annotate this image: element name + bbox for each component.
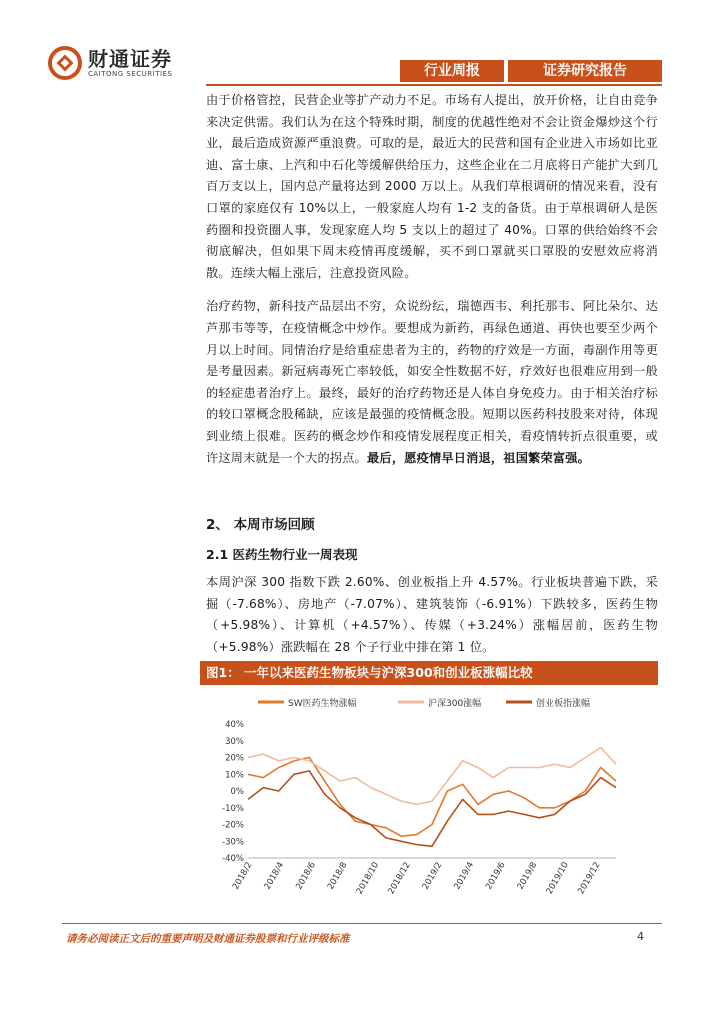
x-tick-label: 2019/12 bbox=[576, 860, 603, 897]
body-content bbox=[206, 90, 658, 469]
coin-logo-icon bbox=[48, 46, 82, 80]
x-tick-label: 2019/8 bbox=[515, 860, 540, 892]
header-divider bbox=[206, 84, 662, 86]
y-tick-label: -40% bbox=[222, 854, 244, 864]
x-tick-label: 2019/10 bbox=[544, 860, 571, 897]
y-tick-label: -10% bbox=[222, 803, 244, 814]
y-tick-label: 20% bbox=[225, 753, 244, 764]
chart-svg bbox=[206, 688, 658, 903]
legend-label: SW医药生物涨幅 bbox=[288, 699, 357, 709]
x-tick-label: 2019/4 bbox=[452, 860, 477, 892]
page-number: 4 bbox=[637, 930, 644, 943]
company-name-cn: 财通证券 bbox=[88, 47, 172, 71]
x-tick-label: 2018/10 bbox=[354, 860, 382, 897]
series-line bbox=[248, 748, 616, 805]
x-tick-label: 2018/6 bbox=[294, 860, 318, 892]
market-review-text bbox=[206, 572, 658, 658]
line-chart bbox=[206, 688, 658, 903]
legend-label: 沪深300涨幅 bbox=[428, 699, 482, 709]
paragraph-treatment-drugs bbox=[206, 296, 658, 469]
subsection-title: 2.1 医药生物行业一周表现 bbox=[206, 547, 358, 562]
company-logo bbox=[48, 46, 172, 80]
series-line bbox=[248, 758, 616, 837]
section-title: 2、 本周市场回顾 bbox=[206, 517, 315, 533]
x-tick-label: 2018/12 bbox=[386, 860, 413, 897]
paragraph-closing-wish: 最后，愿疫情早日消退，祖国繁荣富强。 bbox=[367, 450, 591, 465]
x-tick-label: 2018/2 bbox=[230, 860, 255, 892]
y-tick-label: -30% bbox=[222, 837, 244, 848]
y-tick-label: 10% bbox=[225, 770, 244, 781]
footer-divider bbox=[62, 923, 662, 924]
figure-caption: 图1： 一年以来医药生物板块与沪深300和创业板涨幅比较 bbox=[200, 661, 658, 685]
company-name-en: CAITONG SECURITIES bbox=[88, 70, 173, 78]
y-tick-label: 0% bbox=[230, 787, 244, 797]
y-tick-label: 40% bbox=[225, 720, 244, 730]
header-tags bbox=[400, 60, 662, 82]
tag-securities-research: 证券研究报告 bbox=[508, 60, 662, 82]
x-tick-label: 2018/4 bbox=[262, 860, 287, 892]
footer-disclaimer: 请务必阅读正文后的重要声明及财通证券股票和行业评级标准 bbox=[66, 933, 350, 945]
y-tick-label: 30% bbox=[225, 736, 244, 747]
paragraph-mask-supply: 由于价格管控，民营企业等扩产动力不足。市场有人提出，放开价格，让自由竞争来决定供需。我们认为在这个特殊时期，制度的优越性绝对不会让资金爆炒这个行业，最后造成资源严重浪费。可取的是，最近大的民营和国有企业进入市场如比亚迪、富士康、上汽和中石化等缓解供给压力，这些企业在二月底将日产能扩大到几百万支以上，国内总产量将达到 2000 万以上。从我们草根调研的情况来看，没有口罩的家庭仅有 10%以上，一般家庭人均有 1-2 支的备货。由于草根调研人是医药圈和投资圈人事，发现家庭人均 5 支以上的超过了 40%。口罩的供给始终不会彻底解决，但如果下周末疫情再度缓解，买不到口罩就买口罩股的安慰效应将消散。连续大幅上涨后，注意投资风险。 bbox=[206, 93, 658, 280]
tag-weekly-report: 行业周报 bbox=[400, 60, 504, 82]
paragraph-treatment-text: 治疗药物，新科技产品层出不穷，众说纷纭，瑞德西韦、利托那韦、阿比朵尔、达芦那韦等等，在疫情概念中炒作。要想成为新药，再绿色通道、再快也要至少两个月以上时间。同情治疗是给重症患者为主的，药物的疗效是一方面，毒副作用等更是考量因素。新冠病毒死亡率较低，如安全性数据不好，疗效好也很难应用到一般的轻症患者治疗上。最终，最好的治疗药物还是人体自身免疫力。由于相关治疗标的较口罩概念股稀缺，应该是最强的疫情概念股。短期以医药科技股来对待，体现到业绩上很难。医药的概念炒作和疫情发展程度正相关，看疫情转折点很重要，或许这周末就是一个大的拐点。 bbox=[206, 299, 658, 465]
x-tick-label: 2019/2 bbox=[420, 860, 445, 892]
x-tick-label: 2019/6 bbox=[484, 860, 508, 892]
market-review-paragraph: 本周沪深 300 指数下跌 2.60%、创业板指上升 4.57%。行业板块普遍下跌，采掘（-7.68%）、房地产（-7.07%）、建筑装饰（-6.91%）下跌较多，医药生物（+5.98%）、计算机（+4.57%）、传媒（+3.24%）涨幅居前，医药生物（+5.98%）涨跌幅在 28 个子行业中排在第 1 位。 bbox=[206, 575, 658, 654]
legend-label: 创业板指涨幅 bbox=[536, 699, 591, 709]
x-tick-label: 2018/8 bbox=[325, 860, 350, 892]
series-line bbox=[248, 771, 616, 846]
y-tick-label: -20% bbox=[222, 820, 244, 831]
